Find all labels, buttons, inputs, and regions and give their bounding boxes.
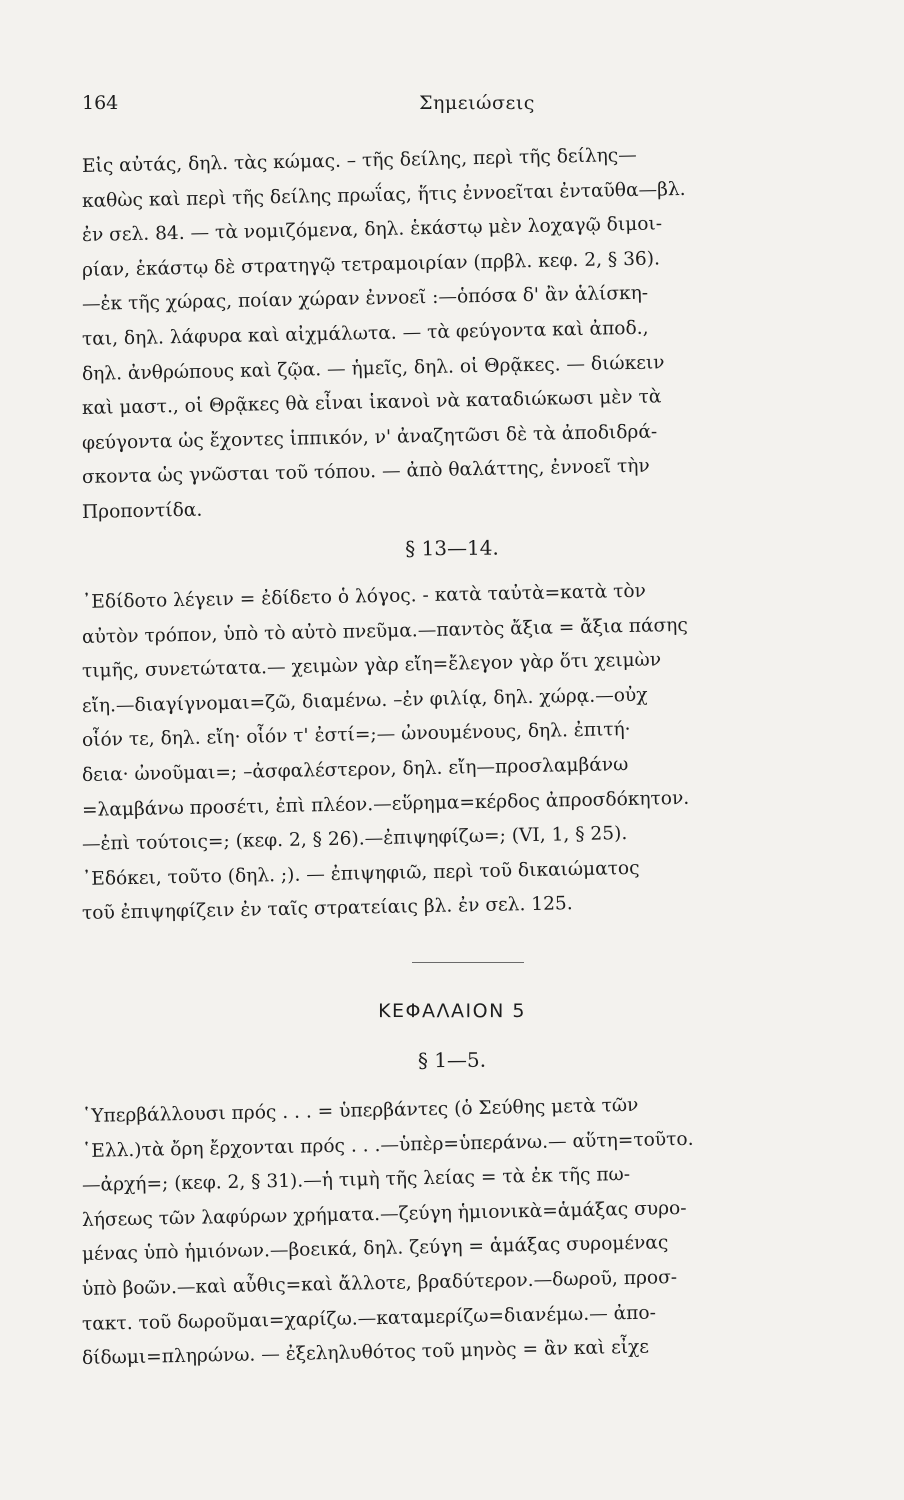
text-line: ὑπὸ βοῶν.—καὶ αὖθις=καὶ ἄλλοτε, βραδύτερον.—δωροῦ, προσ- — [81, 1267, 678, 1300]
section-heading-13-14: § 13—14. — [405, 535, 499, 561]
text-line: δηλ. ἀνθρώπους καὶ ζῷα. — ἡμεῖς, δηλ. οἱ Θρᾷκες. — διώκειν — [81, 351, 665, 385]
text-line: καθὼς καὶ περὶ τῆς δείλης πρωΐας, ἥτις ἐννοεῖται ἐνταῦθα—βλ. — [81, 178, 686, 212]
page-number: 164 — [82, 92, 119, 114]
text-line: ἐν σελ. 84. — τὰ νομιζόμενα, δηλ. ἑκάστῳ μὲν λοχαγῷ διμοι- — [81, 213, 663, 247]
text-line: =λαμβάνω προσέτι, ἐπὶ πλέον.—εὕρημα=κέρδος ἀπροσδόκητον. — [81, 787, 690, 821]
text-line: αὐτὸν τρόπον, ὑπὸ τὸ αὐτὸ πνεῦμα.—παντὸς ἄξια = ἄξια πάσης — [81, 614, 688, 648]
text-line: φεύγοντα ὡς ἔχοντες ἱππικόν, ν' ἀναζητῶσι δὲ τὰ ἀποδιδρά- — [81, 421, 658, 454]
section-divider — [412, 962, 524, 963]
text-line: δίδωμι=πληρώνω. — ἐξεληλυθότος τοῦ μηνὸς = ἂν καὶ εἶχε — [81, 1336, 650, 1370]
text-line: δεια· ὠνοῦμαι=; –ἀσφαλέστερον, δηλ. εἴη—προσλαμβάνω — [81, 754, 629, 786]
text-line: ῾Ελλ.)τὰ ὄρη ἔρχονται πρός . . .—ὑπὲρ=ὑπεράνω.— αὕτη=τοῦτο. — [81, 1128, 694, 1162]
text-line: καὶ μαστ., οἱ Θρᾷκες θὰ εἶναι ἱκανοὶ νὰ καταδιώκωσι μὲν τὰ — [81, 386, 662, 420]
chapter-title: ΚΕΦΑΛΑΙΟΝ 5 — [378, 1000, 526, 1022]
text-line: τιμῆς, συνετώτατα.— χειμὼν γὰρ εἴη=ἔλεγον γὰρ ὅτι χειμὼν — [81, 649, 662, 683]
text-line: λήσεως τῶν λαφύρων χρήματα.—ζεύγη ἡμιονικὰ=ἁμάξας συρο- — [81, 1197, 687, 1231]
running-title: Σημειώσεις — [419, 92, 535, 114]
section-heading-1-5: § 1—5. — [417, 1047, 487, 1073]
notes-paragraph-2 — [81, 580, 852, 932]
running-head — [82, 92, 842, 122]
text-line: ῾Υπερβάλλουσι πρός . . . = ὑπερβάντες (ὁ Σεύθης μετὰ τῶν — [81, 1094, 639, 1127]
text-line: οἷόν τε, δηλ. εἴη· οἷόν τ' ἐστί=;— ὠνουμένους, δηλ. ἐπιτή· — [81, 719, 631, 752]
text-line: —ἀρχή=; (κεφ. 2, § 31).—ἡ τιμὴ τῆς λείας = τὰ ἐκ τῆς πω- — [81, 1164, 631, 1197]
text-line: ρίαν, ἑκάστῳ δὲ στρατηγῷ τετραμοιρίαν (πρβλ. κεφ. 2, § 36). — [81, 248, 661, 281]
text-line: εἴη.—διαγίγνομαι=ζῶ, διαμένω. –ἐν φιλίᾳ, δηλ. χώρᾳ.—οὐχ — [81, 684, 648, 717]
text-line: —ἐκ τῆς χώρας, ποίαν χώραν ἐννοεῖ :—ὁπόσα δ' ἂν ἁλίσκη- — [81, 283, 649, 316]
text-line: τοῦ ἐπιψηφίζειν ἐν ταῖς στρατείαις βλ. ἐν σελ. 125. — [81, 893, 573, 925]
text-line: μένας ὑπὸ ἡμιόνων.—βοεικά, δηλ. ζεύγη = ἁμάξας συρομένας — [81, 1232, 669, 1266]
text-line: σκοντα ὡς γνῶσται τοῦ τόπου. — ἀπὸ θαλάττης, ἐννοεῖ τὴν — [81, 455, 650, 489]
notes-paragraph-3 — [81, 1094, 852, 1377]
text-line: —ἐπὶ τούτοις=; (κεφ. 2, § 26).—ἐπιψηφίζω=; (VI, 1, § 25). — [81, 823, 628, 856]
text-line: Προποντίδα. — [81, 499, 203, 523]
text-line: ᾿Εδόκει, τοῦτο (δηλ. ;). — ἐπιψηφιῶ, περὶ τοῦ δικαιώματος — [81, 857, 640, 890]
notes-paragraph-1 — [81, 144, 852, 531]
text-line: ᾿Εδίδοτο λέγειν = ἐδίδετο ὁ λόγος. - κατὰ ταὐτὰ=κατὰ τὸν — [81, 580, 647, 613]
text-line: τακτ. τοῦ δωροῦμαι=χαρίζω.—καταμερίζω=διανέμω.— ἀπο- — [81, 1302, 657, 1335]
text-line: ται, δηλ. λάφυρα καὶ αἰχμάλωτα. — τὰ φεύγοντα καὶ ἀποδ., — [81, 317, 649, 350]
text-line: Εἰς αὐτάς, δηλ. τὰς κώμας. – τῆς δείλης, περὶ τῆς δείλης— — [81, 144, 638, 177]
